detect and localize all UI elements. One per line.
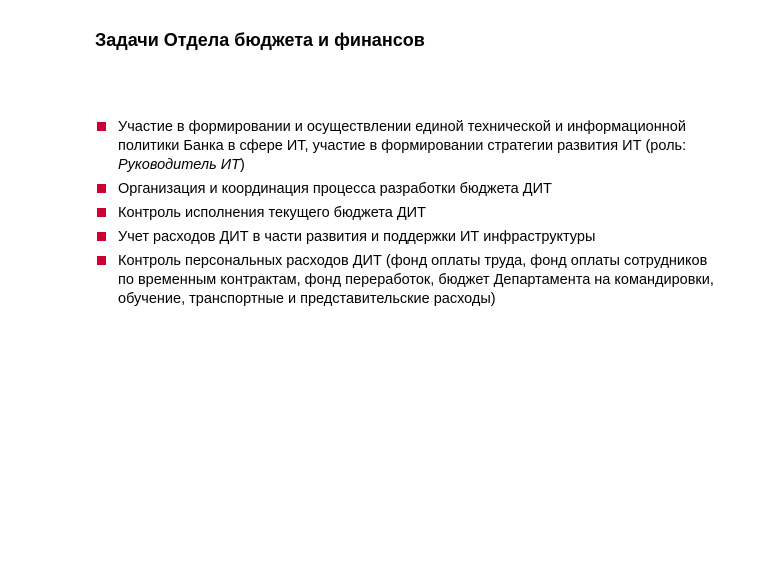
list-item — [97, 204, 717, 223]
list-item — [97, 180, 717, 199]
square-bullet-icon — [97, 208, 106, 217]
list-item — [97, 118, 717, 175]
bullet-text: Организация и координация процесса разработки бюджета ДИТ — [118, 181, 552, 197]
bullet-text: Учет расходов ДИТ в части развития и поддержки ИТ инфраструктуры — [118, 229, 596, 245]
bullet-text-after: ) — [239, 157, 245, 173]
list-item — [97, 228, 717, 247]
square-bullet-icon — [97, 122, 106, 131]
square-bullet-icon — [97, 256, 106, 265]
task-list — [97, 118, 717, 314]
square-bullet-icon — [97, 232, 106, 241]
bullet-text: Контроль исполнения текущего бюджета ДИТ — [118, 205, 426, 221]
list-item — [97, 252, 717, 309]
bullet-text: Участие в формировании и осуществлении единой технической и информационной политики Банка в сфере ИТ, участие в формировании стратегии развития ИТ (роль: — [118, 119, 687, 154]
slide-title: Задачи Отдела бюджета и финансов — [95, 30, 425, 50]
role-text: Руководитель ИТ — [118, 157, 240, 173]
bullet-text: Контроль персональных расходов ДИТ (фонд оплаты труда, фонд оплаты сотрудников по временным контрактам, фонд переработок, бюджет Департамента на командировки, обучение, транспортные и представительские расходы) — [118, 253, 714, 307]
square-bullet-icon — [97, 184, 106, 193]
